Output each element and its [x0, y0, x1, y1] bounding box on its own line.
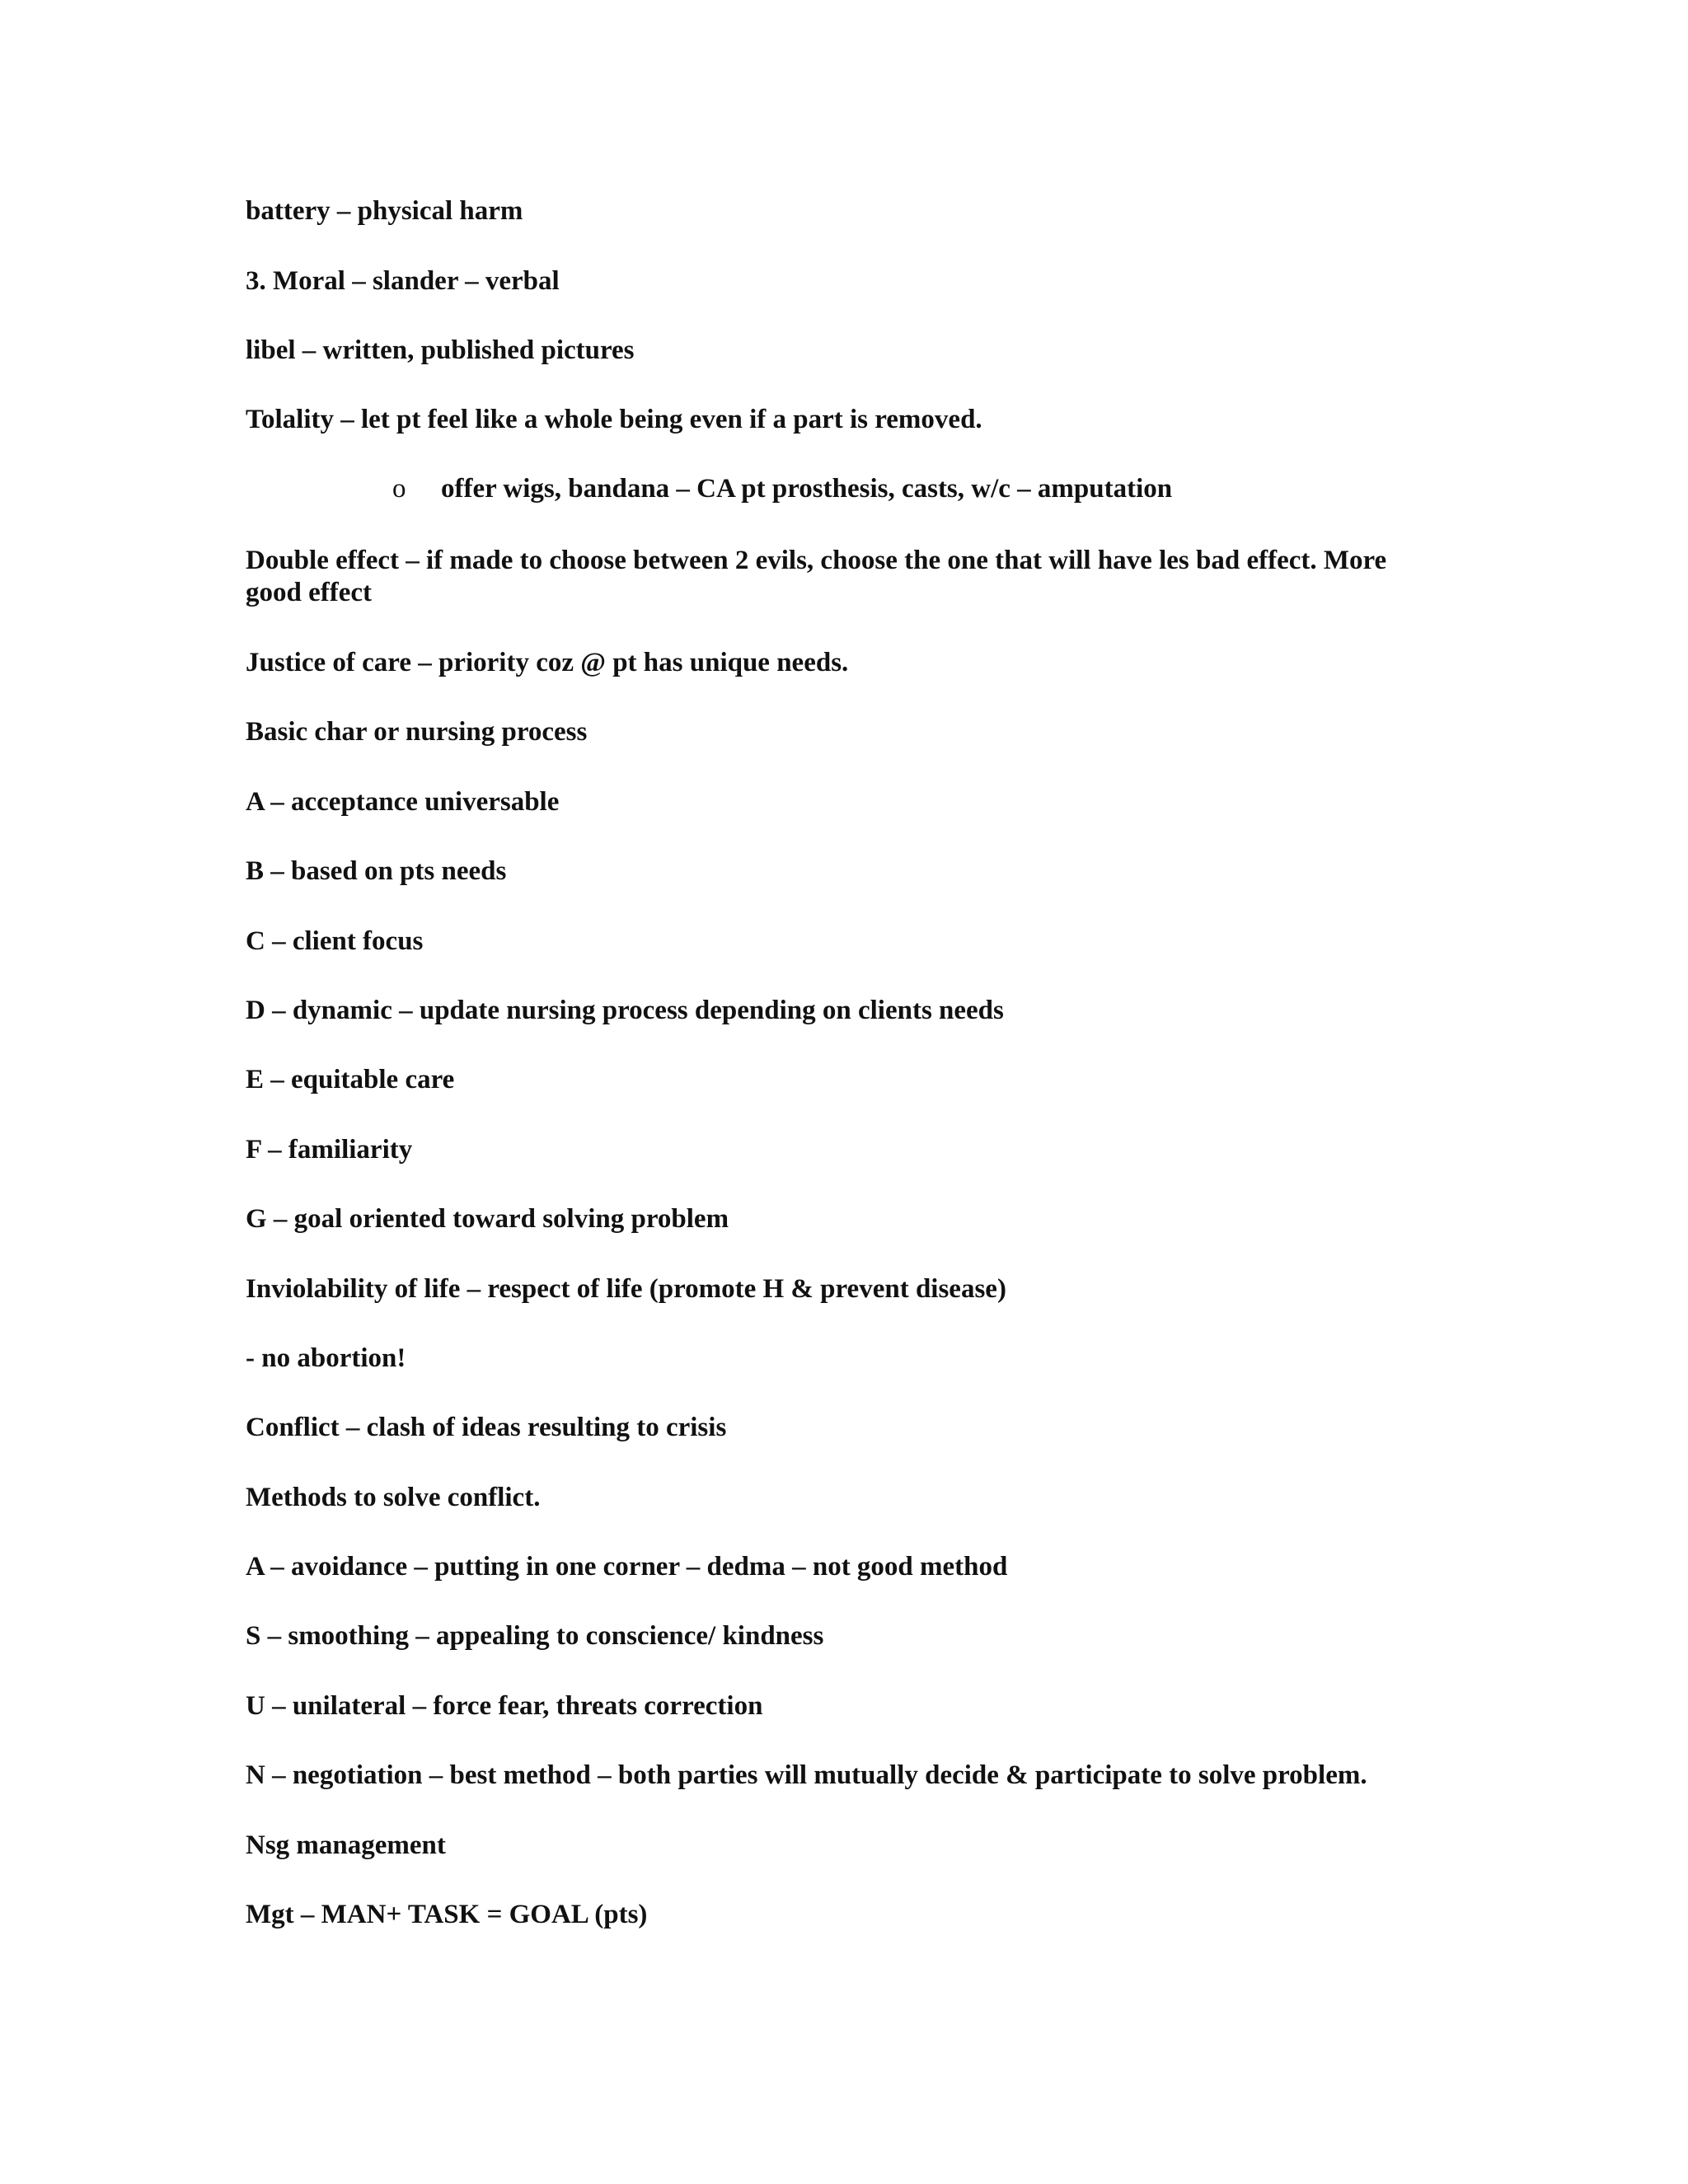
text-line-e-equitable: E – equitable care: [246, 1065, 455, 1094]
text-line-c-client: C – client focus: [246, 926, 424, 956]
text-line-totality: Tolality – let pt feel like a whole being even if a part is removed.: [246, 405, 982, 434]
text-line-n-negotiation: N – negotiation – best method – both parties will mutually decide & participate to solve problem.: [246, 1760, 1367, 1790]
text-line-inviolability: Inviolability of life – respect of life (promote H & prevent disease): [246, 1274, 1006, 1304]
text-line-d-dynamic: D – dynamic – update nursing process depending on clients needs: [246, 996, 1004, 1025]
hollow-bullet-icon: o: [392, 474, 406, 504]
text-line-mgt-formula: Mgt – MAN+ TASK = GOAL (pts): [246, 1900, 648, 1929]
text-line-b-based: B – based on pts needs: [246, 856, 507, 886]
text-line-moral: 3. Moral – slander – verbal: [246, 266, 560, 296]
text-line-double-effect: Double effect – if made to choose between 2 evils, choose the one that will have les bad effect. More good effect: [246, 546, 1387, 607]
text-line-f-familiarity: F – familiarity: [246, 1135, 413, 1165]
text-line-methods: Methods to solve conflict.: [246, 1483, 541, 1512]
bullet-item: [0, 473, 1688, 506]
text-line-justice-of-care: Justice of care – priority coz @ pt has unique needs.: [246, 648, 849, 677]
text-line-s-smoothing: S – smoothing – appealing to conscience/ kindness: [246, 1621, 824, 1651]
text-line-g-goal: G – goal oriented toward solving problem: [246, 1204, 729, 1234]
text-line-no-abortion: - no abortion!: [246, 1343, 406, 1373]
text-line-u-unilateral: U – unilateral – force fear, threats correction: [246, 1691, 763, 1721]
text-line-a-avoidance: A – avoidance – putting in one corner – dedma – not good method: [246, 1552, 1008, 1582]
bullet-item-text: offer wigs, bandana – CA pt prosthesis, casts, w/c – amputation: [441, 474, 1173, 504]
text-line-battery: battery – physical harm: [246, 196, 523, 226]
text-line-a-acceptance: A – acceptance universable: [246, 787, 560, 817]
text-line-basic-char: Basic char or nursing process: [246, 717, 588, 747]
text-line-nsg-management: Nsg management: [246, 1830, 446, 1860]
text-line-conflict: Conflict – clash of ideas resulting to crisis: [246, 1413, 727, 1442]
text-line-libel: libel – written, published pictures: [246, 335, 635, 365]
